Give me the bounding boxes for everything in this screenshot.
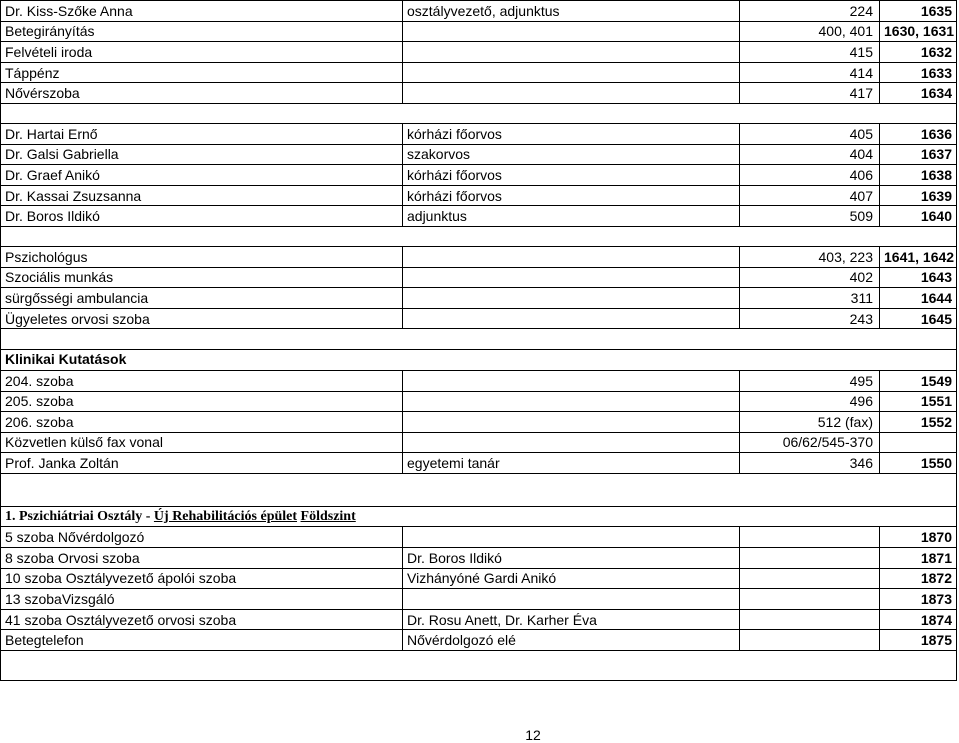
directory-body: [1, 1, 957, 681]
cell-ext: 1874: [880, 609, 957, 630]
heading-floor: Földszint: [300, 508, 356, 524]
cell-name: 205. szoba: [1, 391, 403, 412]
cell-room: 414: [740, 62, 880, 83]
directory-row: [1, 144, 957, 165]
spacer-row: [1, 473, 957, 506]
directory-row: [1, 288, 957, 309]
cell-name: 204. szoba: [1, 370, 403, 391]
cell-role: kórházi főorvos: [403, 185, 740, 206]
directory-row: [1, 267, 957, 288]
directory-row: [1, 1, 957, 22]
cell-ext: 1872: [880, 568, 957, 589]
cell-role: szakorvos: [403, 144, 740, 165]
cell-room: 495: [740, 370, 880, 391]
cell-role: kórházi főorvos: [403, 165, 740, 186]
section-heading-clinical-research: [1, 350, 957, 371]
cell-ext: 1870: [880, 527, 957, 548]
cell-room: 406: [740, 165, 880, 186]
cell-ext: 1552: [880, 412, 957, 433]
cell-name: Dr. Hartai Ernő: [1, 123, 403, 144]
cell-ext: 1871: [880, 548, 957, 569]
cell-role: adjunktus: [403, 206, 740, 227]
cell-ext: [880, 432, 957, 453]
directory-row: [1, 527, 957, 548]
cell-name: Prof. Janka Zoltán: [1, 453, 403, 474]
directory-row: [1, 165, 957, 186]
cell-role: osztályvezető, adjunktus: [403, 1, 740, 22]
cell-ext: 1634: [880, 83, 957, 104]
cell-room: 403, 223: [740, 246, 880, 267]
cell-room: 407: [740, 185, 880, 206]
cell-ext: 1643: [880, 267, 957, 288]
spacer-row: [1, 329, 957, 350]
cell-room: [740, 630, 880, 651]
cell-role: [403, 42, 740, 63]
cell-role: Vizhányóné Gardi Anikó: [403, 568, 740, 589]
cell-role: [403, 527, 740, 548]
cell-name: Dr. Kassai Zsuzsanna: [1, 185, 403, 206]
cell-role: [403, 308, 740, 329]
cell-role: [403, 412, 740, 433]
cell-name: Szociális munkás: [1, 267, 403, 288]
cell-room: 405: [740, 123, 880, 144]
cell-name: 41 szoba Osztályvezető orvosi szoba: [1, 609, 403, 630]
cell-role: [403, 62, 740, 83]
cell-name: Ügyeletes orvosi szoba: [1, 308, 403, 329]
cell-name: Nővérszoba: [1, 83, 403, 104]
directory-row: [1, 568, 957, 589]
directory-row: [1, 370, 957, 391]
cell-name: Dr. Galsi Gabriella: [1, 144, 403, 165]
cell-room: 346: [740, 453, 880, 474]
cell-room: 402: [740, 267, 880, 288]
directory-row: [1, 412, 957, 433]
cell-role: kórházi főorvos: [403, 123, 740, 144]
cell-name: Betegtelefon: [1, 630, 403, 651]
cell-role: [403, 432, 740, 453]
cell-ext: 1873: [880, 589, 957, 610]
cell-ext: 1636: [880, 123, 957, 144]
heading-building: Új Rehabilitációs épület: [153, 508, 298, 524]
cell-name: 13 szobaVizsgáló: [1, 589, 403, 610]
directory-row: [1, 123, 957, 144]
cell-ext: 1632: [880, 42, 957, 63]
section-heading: Klinikai Kutatások: [5, 351, 127, 368]
cell-room: 400, 401: [740, 21, 880, 42]
cell-ext: 1875: [880, 630, 957, 651]
directory-row: [1, 42, 957, 63]
directory-row: [1, 432, 957, 453]
directory-row: [1, 62, 957, 83]
cell-ext: 1644: [880, 288, 957, 309]
cell-name: Dr. Boros Ildikó: [1, 206, 403, 227]
cell-room: 512 (fax): [740, 412, 880, 433]
spacer-row: [1, 226, 957, 246]
directory-row: [1, 206, 957, 227]
cell-name: 5 szoba Nővérdolgozó: [1, 527, 403, 548]
spacer-row: [1, 651, 957, 681]
cell-role: [403, 83, 740, 104]
cell-ext: 1640: [880, 206, 957, 227]
cell-name: Közvetlen külső fax vonal: [1, 432, 403, 453]
cell-role: [403, 246, 740, 267]
directory-row: [1, 391, 957, 412]
cell-role: Dr. Rosu Anett, Dr. Karher Éva: [403, 609, 740, 630]
cell-role: Dr. Boros Ildikó: [403, 548, 740, 569]
cell-ext: 1551: [880, 391, 957, 412]
cell-name: Felvételi iroda: [1, 42, 403, 63]
cell-room: 06/62/545-370: [740, 432, 880, 453]
heading-prefix: 1. Pszichiátriai Osztály -: [5, 508, 154, 524]
cell-room: 496: [740, 391, 880, 412]
directory-row: [1, 21, 957, 42]
cell-name: Dr. Kiss-Szőke Anna: [1, 1, 403, 22]
cell-role: [403, 21, 740, 42]
directory-row: [1, 453, 957, 474]
directory-row: [1, 246, 957, 267]
cell-room: [740, 548, 880, 569]
cell-ext: 1550: [880, 453, 957, 474]
section-heading-psychiatry-ward: [1, 506, 957, 527]
cell-room: 509: [740, 206, 880, 227]
cell-name: 10 szoba Osztályvezető ápolói szoba: [1, 568, 403, 589]
cell-name: Betegirányítás: [1, 21, 403, 42]
directory-row: [1, 185, 957, 206]
cell-ext: 1639: [880, 185, 957, 206]
directory-row: [1, 609, 957, 630]
spacer-row: [1, 103, 957, 123]
cell-role: [403, 370, 740, 391]
cell-role: [403, 391, 740, 412]
cell-ext: 1645: [880, 308, 957, 329]
cell-room: [740, 609, 880, 630]
page-number: 12: [525, 727, 541, 743]
cell-ext: 1637: [880, 144, 957, 165]
cell-room: [740, 589, 880, 610]
cell-ext: 1635: [880, 1, 957, 22]
directory-row: [1, 548, 957, 569]
directory-row: [1, 589, 957, 610]
cell-role: egyetemi tanár: [403, 453, 740, 474]
directory-row: [1, 308, 957, 329]
cell-name: sürgősségi ambulancia: [1, 288, 403, 309]
cell-room: 415: [740, 42, 880, 63]
cell-room: 404: [740, 144, 880, 165]
cell-role: Nővérdolgozó elé: [403, 630, 740, 651]
cell-ext: 1549: [880, 370, 957, 391]
directory-row: [1, 83, 957, 104]
cell-role: [403, 288, 740, 309]
cell-ext: 1633: [880, 62, 957, 83]
cell-name: Dr. Graef Anikó: [1, 165, 403, 186]
cell-room: [740, 568, 880, 589]
directory-row: [1, 630, 957, 651]
cell-name: Pszichológus: [1, 246, 403, 267]
cell-name: 8 szoba Orvosi szoba: [1, 548, 403, 569]
cell-name: Táppénz: [1, 62, 403, 83]
cell-name: 206. szoba: [1, 412, 403, 433]
cell-room: 311: [740, 288, 880, 309]
cell-room: 243: [740, 308, 880, 329]
cell-ext: 1641, 1642: [880, 246, 957, 267]
cell-role: [403, 589, 740, 610]
cell-role: [403, 267, 740, 288]
cell-ext: 1638: [880, 165, 957, 186]
cell-room: [740, 527, 880, 548]
cell-ext: 1630, 1631: [880, 21, 957, 42]
cell-room: 417: [740, 83, 880, 104]
cell-room: 224: [740, 1, 880, 22]
